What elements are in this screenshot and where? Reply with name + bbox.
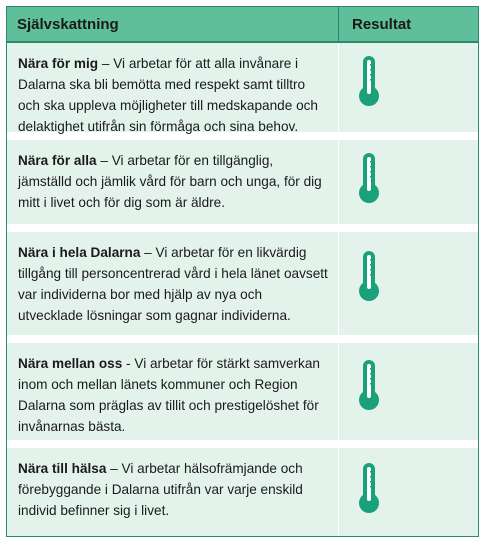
row-description: [7, 140, 339, 224]
table-row: [7, 140, 478, 232]
row-text: Vi arbetar för en tillgänglig, jämställd och jämlik vård för barn och unga, för dig mitt i livet och för dig som är äldre.: [18, 153, 322, 210]
table-row: [7, 343, 478, 448]
row-title: Nära för mig: [18, 56, 99, 71]
header-result: Resultat: [352, 15, 412, 33]
row-text: Vi arbetar för stärkt samverkan inom och mellan länets kommuner och Region Dalarna som präglas av tillit och prestigelöshet för invånarnas bästa.: [18, 356, 320, 434]
header-self-assessment: Självskattning: [7, 7, 339, 41]
row-separator: –: [98, 56, 114, 71]
thermometer-icon: [358, 359, 380, 411]
table-row: [7, 448, 478, 536]
row-title: Nära till hälsa: [18, 461, 107, 476]
table-row: [7, 232, 478, 343]
row-text: Vi arbetar för att alla invånare i Dalarna ska bli bemötta med respekt samt tilltro och ska uppleva möjligheter till medskapande och delaktighet utifrån sin förmåga och sina behov.: [18, 56, 318, 134]
row-description: [7, 448, 339, 536]
result-cell: [339, 140, 478, 224]
row-separator: -: [122, 356, 135, 371]
row-text: Vi arbetar hälsofrämjande och förebyggande i Dalarna utifrån var varje enskild individ befinner sig i livet.: [18, 461, 303, 518]
table-header: [7, 7, 478, 43]
thermometer-icon: [358, 152, 380, 204]
row-title: Nära för alla: [18, 153, 97, 168]
result-cell: [339, 43, 478, 132]
result-cell: [339, 232, 478, 335]
self-assessment-table: [6, 6, 479, 537]
row-separator: –: [140, 245, 156, 260]
row-title: Nära mellan oss: [18, 356, 123, 371]
row-description: [7, 43, 339, 132]
thermometer-icon: [358, 55, 380, 107]
row-text: Vi arbetar för en likvärdig tillgång till personcentrerad vård i hela länet oavsett var individerna bor med hjälp av nya och utvecklade lösningar som gagnar individerna.: [18, 245, 328, 323]
thermometer-icon: [358, 462, 380, 514]
row-separator: –: [96, 153, 112, 168]
result-cell: [339, 448, 478, 536]
row-description: [7, 343, 339, 440]
thermometer-icon: [358, 250, 380, 302]
row-description: [7, 232, 339, 335]
row-title: Nära i hela Dalarna: [18, 245, 141, 260]
table-row: [7, 43, 478, 140]
row-separator: –: [106, 461, 122, 476]
result-cell: [339, 343, 478, 440]
